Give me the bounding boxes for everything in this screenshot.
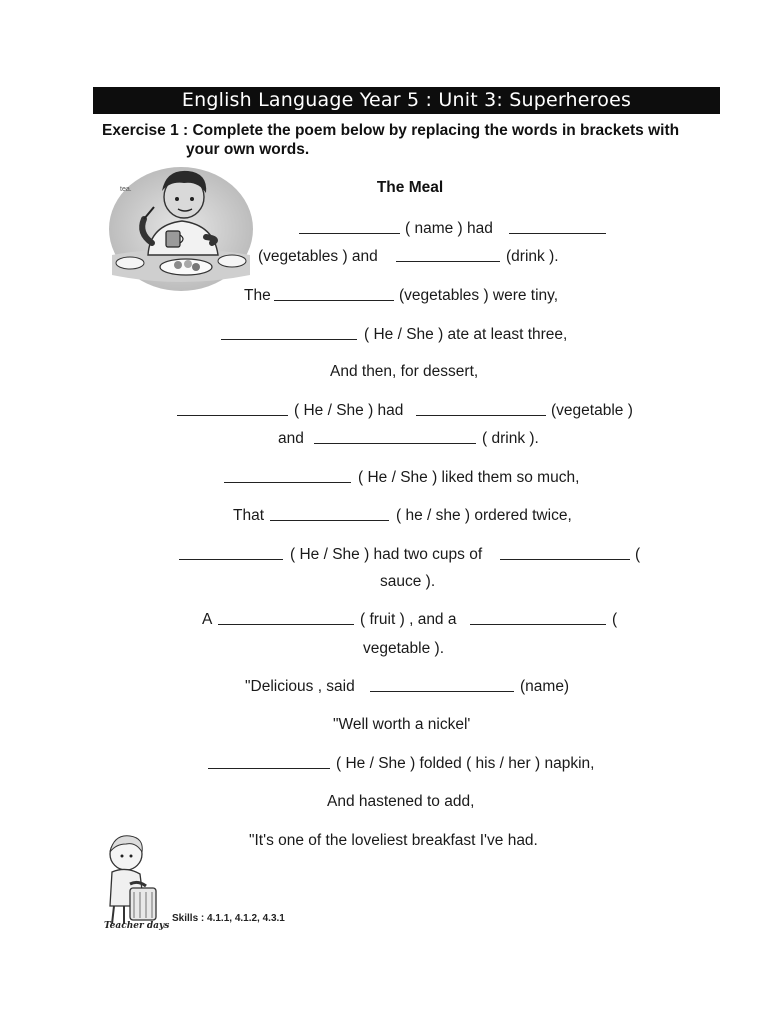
poem-text: ( name ) had bbox=[405, 220, 493, 237]
poem-line bbox=[0, 467, 768, 489]
poem-line bbox=[0, 324, 768, 346]
answer-blank[interactable] bbox=[416, 415, 546, 416]
poem-line bbox=[0, 428, 768, 450]
poem-text: ( drink ). bbox=[482, 430, 539, 447]
answer-blank[interactable] bbox=[221, 339, 357, 340]
answer-blank[interactable] bbox=[509, 233, 606, 234]
poem-text: and bbox=[278, 430, 304, 447]
poem-line bbox=[0, 544, 768, 566]
answer-blank[interactable] bbox=[470, 624, 606, 625]
poem-line bbox=[0, 505, 768, 527]
poem-line bbox=[0, 676, 768, 698]
poem-line bbox=[0, 246, 768, 268]
poem-line bbox=[0, 285, 768, 307]
poem-text: The bbox=[244, 287, 271, 304]
poem-text: sauce ). bbox=[380, 573, 436, 590]
poem-text: ( bbox=[612, 611, 618, 628]
poem-text: ( He / She ) had bbox=[294, 402, 404, 419]
poem-text: "It's one of the loveliest breakfast I've had. bbox=[249, 832, 538, 849]
poem-text: ( fruit ) , and a bbox=[360, 611, 457, 628]
answer-blank[interactable] bbox=[314, 443, 476, 444]
poem-text: (drink ). bbox=[506, 248, 559, 265]
exercise-instruction bbox=[102, 121, 702, 159]
poem-text: And hastened to add, bbox=[327, 793, 475, 810]
answer-blank[interactable] bbox=[224, 482, 351, 483]
answer-blank[interactable] bbox=[274, 300, 394, 301]
poem-text: (vegetables ) and bbox=[258, 248, 378, 265]
answer-blank[interactable] bbox=[299, 233, 400, 234]
answer-blank[interactable] bbox=[500, 559, 630, 560]
answer-blank[interactable] bbox=[208, 768, 330, 769]
answer-blank[interactable] bbox=[179, 559, 283, 560]
poem-text: A bbox=[202, 611, 213, 628]
poem-text: ( bbox=[635, 546, 641, 563]
poem-line bbox=[0, 400, 768, 422]
answer-blank[interactable] bbox=[270, 520, 389, 521]
poem-text: That bbox=[233, 507, 265, 524]
poem-text: vegetable ). bbox=[363, 640, 444, 657]
instruction-continued: your own words. bbox=[186, 141, 310, 158]
answer-blank[interactable] bbox=[218, 624, 354, 625]
answer-blank[interactable] bbox=[177, 415, 288, 416]
poem-text: (vegetable ) bbox=[551, 402, 633, 419]
poem-text: "Well worth a nickel' bbox=[333, 716, 471, 733]
poem-title: The Meal bbox=[376, 179, 444, 196]
poem-text: (vegetables ) were tiny, bbox=[399, 287, 559, 304]
poem-line bbox=[0, 218, 768, 240]
poem-text: And then, for dessert, bbox=[330, 363, 479, 380]
instruction-lead: Exercise 1 : Complete the poem below by replacing the words in brackets with bbox=[102, 122, 680, 139]
skills-reference: Skills : 4.1.1, 4.1.2, 4.3.1 bbox=[172, 913, 285, 924]
poem-line bbox=[0, 361, 768, 383]
publisher-logo: Teacher days bbox=[104, 921, 170, 931]
poem-text: ( He / She ) had two cups of bbox=[290, 546, 483, 563]
answer-blank[interactable] bbox=[370, 691, 514, 692]
poem-text: ( He / She ) folded ( his / her ) napkin, bbox=[336, 755, 595, 772]
poem-text: (name) bbox=[520, 678, 570, 695]
poem-line bbox=[0, 791, 768, 813]
answer-blank[interactable] bbox=[396, 261, 500, 262]
poem-text: ( He / She ) liked them so much, bbox=[358, 469, 580, 486]
poem-line bbox=[0, 714, 768, 736]
poem-line bbox=[0, 753, 768, 775]
poem-text: "Delicious , said bbox=[245, 678, 355, 695]
poem-line bbox=[0, 638, 768, 660]
poem-text: ( He / She ) ate at least three, bbox=[364, 326, 568, 343]
worksheet-title: English Language Year 5 : Unit 3: Superheroes bbox=[93, 87, 720, 114]
illustration-label: tea. bbox=[120, 186, 132, 193]
poem-text: ( he / she ) ordered twice, bbox=[396, 507, 572, 524]
poem-line bbox=[0, 609, 768, 631]
poem-line bbox=[0, 571, 768, 593]
